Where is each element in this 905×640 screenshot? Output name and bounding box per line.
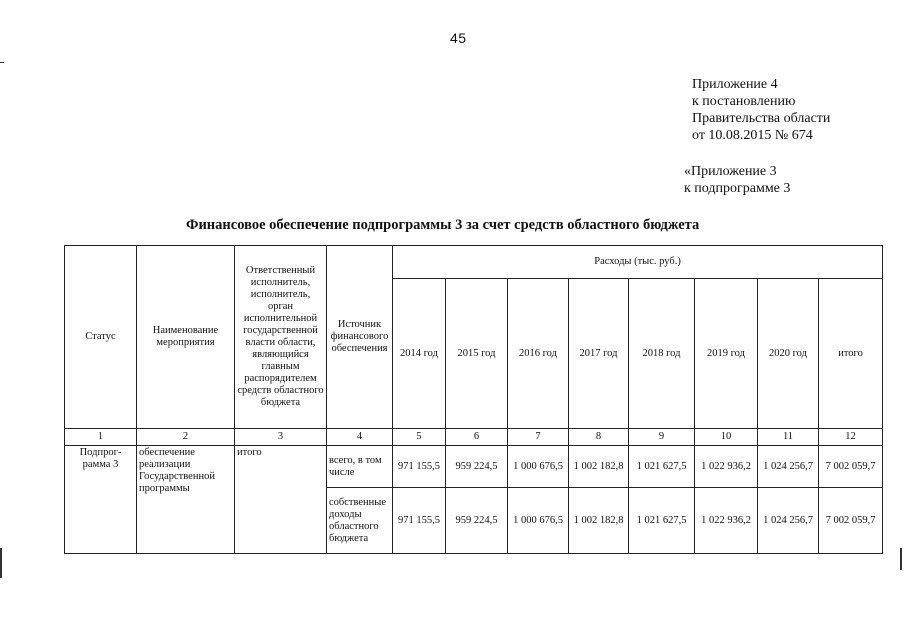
row-source: всего, в том числе bbox=[327, 446, 393, 488]
value-cell: 971 155,5 bbox=[393, 446, 446, 488]
header-year: 2018 год bbox=[629, 279, 695, 429]
header-total: итого bbox=[819, 279, 883, 429]
scan-mark-right bbox=[900, 548, 902, 570]
table-row-total bbox=[65, 446, 883, 488]
column-number: 10 bbox=[695, 429, 758, 446]
header-measure-name: Наименование мероприятия bbox=[137, 246, 235, 429]
header-year: 2019 год bbox=[695, 279, 758, 429]
column-number: 5 bbox=[393, 429, 446, 446]
header-executor: Ответственный исполнитель, исполнитель, орган исполнительной государственной власти области, являющийся главным распорядителем средств областного бюджета bbox=[235, 246, 327, 429]
row-executor: итого bbox=[235, 446, 327, 554]
header-status: Статус bbox=[65, 246, 137, 429]
value-cell: 971 155,5 bbox=[393, 488, 446, 554]
financing-table bbox=[64, 245, 883, 554]
value-cell-total: 7 002 059,7 bbox=[819, 446, 883, 488]
row-status: Подпрог-рамма 3 bbox=[65, 446, 137, 554]
value-cell-total: 7 002 059,7 bbox=[819, 488, 883, 554]
column-number: 9 bbox=[629, 429, 695, 446]
column-number: 4 bbox=[327, 429, 393, 446]
appendix-line: к постановлению bbox=[692, 94, 796, 109]
appendix-line: от 10.08.2015 № 674 bbox=[692, 128, 813, 143]
value-cell: 1 024 256,7 bbox=[758, 488, 819, 554]
page-number: 45 bbox=[450, 30, 467, 46]
value-cell: 1 024 256,7 bbox=[758, 446, 819, 488]
scan-mark-top bbox=[0, 62, 4, 63]
value-cell: 1 022 936,2 bbox=[695, 488, 758, 554]
value-cell: 1 002 182,8 bbox=[569, 488, 629, 554]
row-measure-name: обеспечение реализации Государственной программы bbox=[137, 446, 235, 554]
value-cell: 959 224,5 bbox=[446, 488, 508, 554]
header-year: 2015 год bbox=[446, 279, 508, 429]
row-source: собственные доходы областного бюджета bbox=[327, 488, 393, 554]
value-cell: 1 000 676,5 bbox=[508, 446, 569, 488]
column-number: 6 bbox=[446, 429, 508, 446]
appendix-reference bbox=[692, 76, 830, 144]
column-number: 3 bbox=[235, 429, 327, 446]
column-number-row bbox=[65, 429, 883, 446]
header-expenses: Расходы (тыс. руб.) bbox=[393, 246, 883, 279]
header-year: 2020 год bbox=[758, 279, 819, 429]
appendix-sub-line: «Приложение 3 bbox=[684, 164, 777, 179]
scan-mark-bottom bbox=[0, 548, 2, 578]
appendix-line: Приложение 4 bbox=[692, 77, 778, 92]
column-number: 8 bbox=[569, 429, 629, 446]
header-source: Источник финансового обеспечения bbox=[327, 246, 393, 429]
value-cell: 1 000 676,5 bbox=[508, 488, 569, 554]
header-year: 2014 год bbox=[393, 279, 446, 429]
column-number: 2 bbox=[137, 429, 235, 446]
header-row bbox=[65, 246, 883, 279]
value-cell: 1 002 182,8 bbox=[569, 446, 629, 488]
value-cell: 959 224,5 bbox=[446, 446, 508, 488]
column-number: 7 bbox=[508, 429, 569, 446]
column-number: 11 bbox=[758, 429, 819, 446]
value-cell: 1 021 627,5 bbox=[629, 488, 695, 554]
appendix-sub-reference bbox=[684, 163, 790, 197]
header-year: 2016 год bbox=[508, 279, 569, 429]
column-number: 1 bbox=[65, 429, 137, 446]
value-cell: 1 021 627,5 bbox=[629, 446, 695, 488]
appendix-line: Правительства области bbox=[692, 111, 831, 126]
document-title: Финансовое обеспечение подпрограммы 3 за счет средств областного бюджета bbox=[186, 217, 700, 233]
header-year: 2017 год bbox=[569, 279, 629, 429]
value-cell: 1 022 936,2 bbox=[695, 446, 758, 488]
column-number: 12 bbox=[819, 429, 883, 446]
appendix-sub-line: к подпрограмме 3 bbox=[684, 181, 791, 196]
